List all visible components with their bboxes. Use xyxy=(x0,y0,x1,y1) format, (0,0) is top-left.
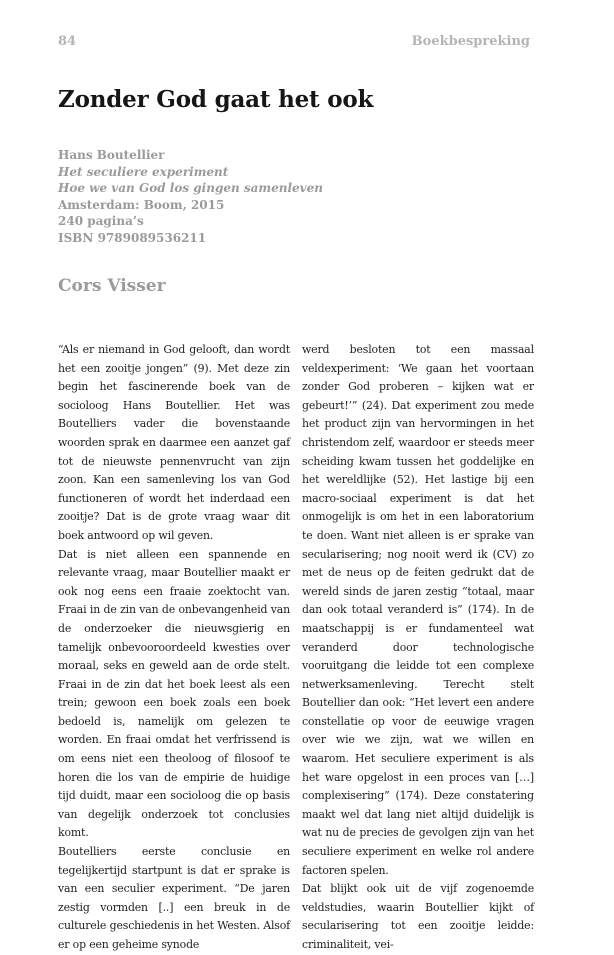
body-paragraph: Dat is niet alleen een spannende en relevante vraag, maar Boutellier maakt er ook nog eens een fraaie zoektocht van. Fraai in de zin van de onbevangenheid van de onderzoeker die nieuwsgierig en tamelijk onbevooroordeeld kwesties over moraal, seks en geweld aan de orde stelt. Fraai in de zin dat het boek leest als een trein; gewoon een boek zoals een boek bedoeld is, namelijk om gelezen te worden. En fraai omdat het verfrissend is om eens niet een theoloog of filosoof te horen die los van de empirie de huidige tijd duidt, maar een socioloog die op basis van degelijk onderzoek tot conclusies komt. xyxy=(58,547,290,840)
running-head: Boekbespreking xyxy=(411,34,530,49)
body-paragraph: werd besloten tot een massaal veldexperiment: ‘We gaan het voortaan zonder God proberen – kijken wat er gebeurt!’” (24). Dat experiment zou mede het product zijn van hervormingen in het christendom zelf, waardoor er steeds meer scheiding kwam tussen het goddelijke en het wereldlijke (52). Het lastige bij een macro-sociaal experiment is dat het onmogelijk is om het in een laboratorium te doen. Want niet alleen is er sprake van secularisering; nog nooit werd ik (CV) zo met de neus op de feiten gedrukt dat de wereld sinds de jaren zestig “totaal, maar dan ook totaal veranderd is” (174). In de maatschappij is er fundamenteel wat veranderd door technologische vooruitgang die leidde tot een complexe netwerksamenleving. Terecht stelt Boutellier dan ook: “Het levert een andere constellatie op voor de eeuwige vragen over wie we zijn, wat we willen en waarom. Het seculiere experiment is als het ware opgelost in een proces van […] complexisering” (174). Deze constatering maakt wel dat lang niet altijd duidelijk is wat nu de precies de gevolgen zijn van het seculiere experiment en welke rol andere factoren spelen. xyxy=(302,343,534,877)
body-column-left xyxy=(58,341,290,955)
page-header xyxy=(58,34,530,54)
book-publisher: Amsterdam: Boom, 2015 xyxy=(58,197,225,212)
reviewer-name: Cors Visser xyxy=(58,276,166,296)
body-paragraph: “Als er niemand in God gelooft, dan wordt het een zooitje jongen” (9). Met deze zin begin het fascinerende boek van de socioloog Hans Boutellier. Het was Boutelliers vader die bovenstaande woorden sprak en daarmee een aanzet gaf tot de nieuwste pennenvrucht van zijn zoon. Kan een samenleving los van God functioneren of wordt het inderdaad een zooitje? Dat is de grote vraag waar dit boek antwoord op wil geven. xyxy=(58,343,290,542)
book-isbn: ISBN 9789089536211 xyxy=(58,230,207,245)
book-pages: 240 pagina’s xyxy=(58,214,144,228)
book-subtitle: Hoe we van God los gingen samenleven xyxy=(58,181,323,195)
article-title: Zonder God gaat het ook xyxy=(58,86,374,113)
book-author: Hans Boutellier xyxy=(58,148,165,162)
body-column-right xyxy=(302,341,534,955)
book-title: Het seculiere experiment xyxy=(58,164,229,179)
book-details xyxy=(58,147,323,246)
body-paragraph: Boutelliers eerste conclusie en tegelijkertijd startpunt is dat er sprake is van een seculier experiment. “De jaren zestig vormden [..] een breuk in de culturele geschiedenis in het Westen. Alsof er op een geheime synode xyxy=(58,845,290,951)
page-number: 84 xyxy=(58,34,77,49)
body-paragraph: Dat blijkt ook uit de vijf zogenoemde veldstudies, waarin Boutellier kijkt of secularisering tot een zooitje leidde: criminaliteit, vei- xyxy=(302,882,534,951)
